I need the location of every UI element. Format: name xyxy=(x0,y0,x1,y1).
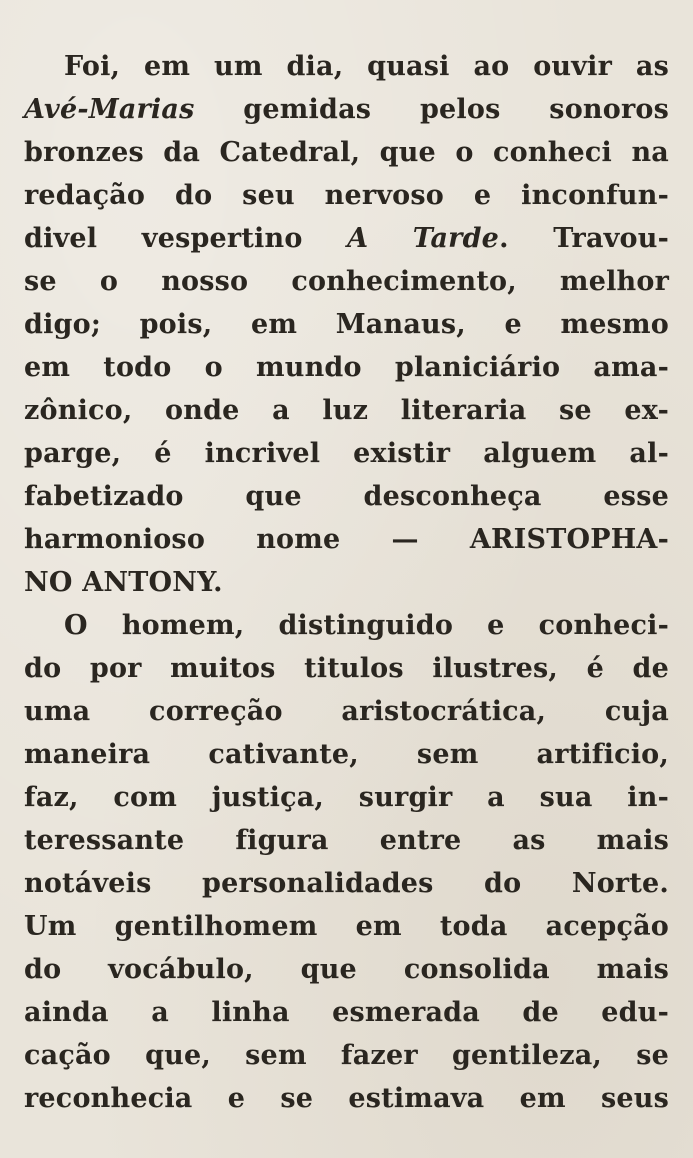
text-span: redação do seu nervoso e inconfun- xyxy=(24,180,669,211)
text-line xyxy=(24,905,669,948)
text-line xyxy=(24,346,669,389)
text-line xyxy=(24,862,669,905)
text-line xyxy=(24,1077,669,1120)
text-line xyxy=(24,733,669,776)
text-span: bronzes da Catedral, que o conheci na xyxy=(24,137,669,168)
text-span: em todo o mundo planiciário ama- xyxy=(24,352,669,383)
text-line xyxy=(24,174,669,217)
text-span: faz, com justiça, surgir a sua in- xyxy=(24,782,669,813)
text-line xyxy=(24,948,669,991)
text-line xyxy=(24,991,669,1034)
italic-text: A Tarde xyxy=(347,223,500,254)
text-span: harmonioso nome — ARISTOPHA- xyxy=(24,524,669,555)
text-line xyxy=(24,432,669,475)
text-line xyxy=(24,819,669,862)
text-line xyxy=(24,260,669,303)
text-span: cação que, sem fazer gentileza, se xyxy=(24,1040,669,1071)
text-span: Foi, em um dia, quasi ao ouvir as xyxy=(64,51,669,82)
text-span: O homem, distinguido e conheci- xyxy=(64,610,669,641)
text-line xyxy=(64,604,669,647)
text-line xyxy=(24,88,669,131)
text-line xyxy=(24,518,669,561)
text-span: uma correção aristocrática, cuja xyxy=(24,696,669,727)
text-line xyxy=(24,1034,669,1077)
text-span: notáveis personalidades do Norte. xyxy=(24,868,669,899)
text-span: do por muitos titulos ilustres, é de xyxy=(24,653,669,684)
text-line xyxy=(24,131,669,174)
text-span: digo; pois, em Manaus, e mesmo xyxy=(24,309,669,340)
text-span: reconhecia e se estimava em seus xyxy=(24,1083,669,1114)
text-line xyxy=(24,776,669,819)
text-span: fabetizado que desconheça esse xyxy=(24,481,669,512)
text-line xyxy=(24,303,669,346)
text-span: NO ANTONY. xyxy=(24,567,223,598)
text-span: . Travou- xyxy=(499,223,669,254)
text-span: teressante figura entre as mais xyxy=(24,825,669,856)
text-span: se o nosso conhecimento, melhor xyxy=(24,266,669,297)
text-span: zônico, onde a luz literaria se ex- xyxy=(24,395,669,426)
text-span: parge, é incrivel existir alguem al- xyxy=(24,438,669,469)
text-span: Um gentilhomem em toda acepção xyxy=(24,911,669,942)
text-span: divel vespertino xyxy=(24,223,348,254)
text-span: maneira cativante, sem artificio, xyxy=(24,739,669,770)
text-line xyxy=(24,475,669,518)
text-line xyxy=(24,690,669,733)
text-span: gemidas pelos sonoros xyxy=(194,94,669,125)
text-span: do vocábulo, que consolida mais xyxy=(24,954,669,985)
text-line xyxy=(24,647,669,690)
text-line xyxy=(24,217,669,260)
text-span: ainda a linha esmerada de edu- xyxy=(24,997,669,1028)
text-line xyxy=(64,45,669,88)
italic-text: Avé-Marias xyxy=(24,94,195,125)
text-line xyxy=(24,561,669,604)
text-line xyxy=(24,389,669,432)
